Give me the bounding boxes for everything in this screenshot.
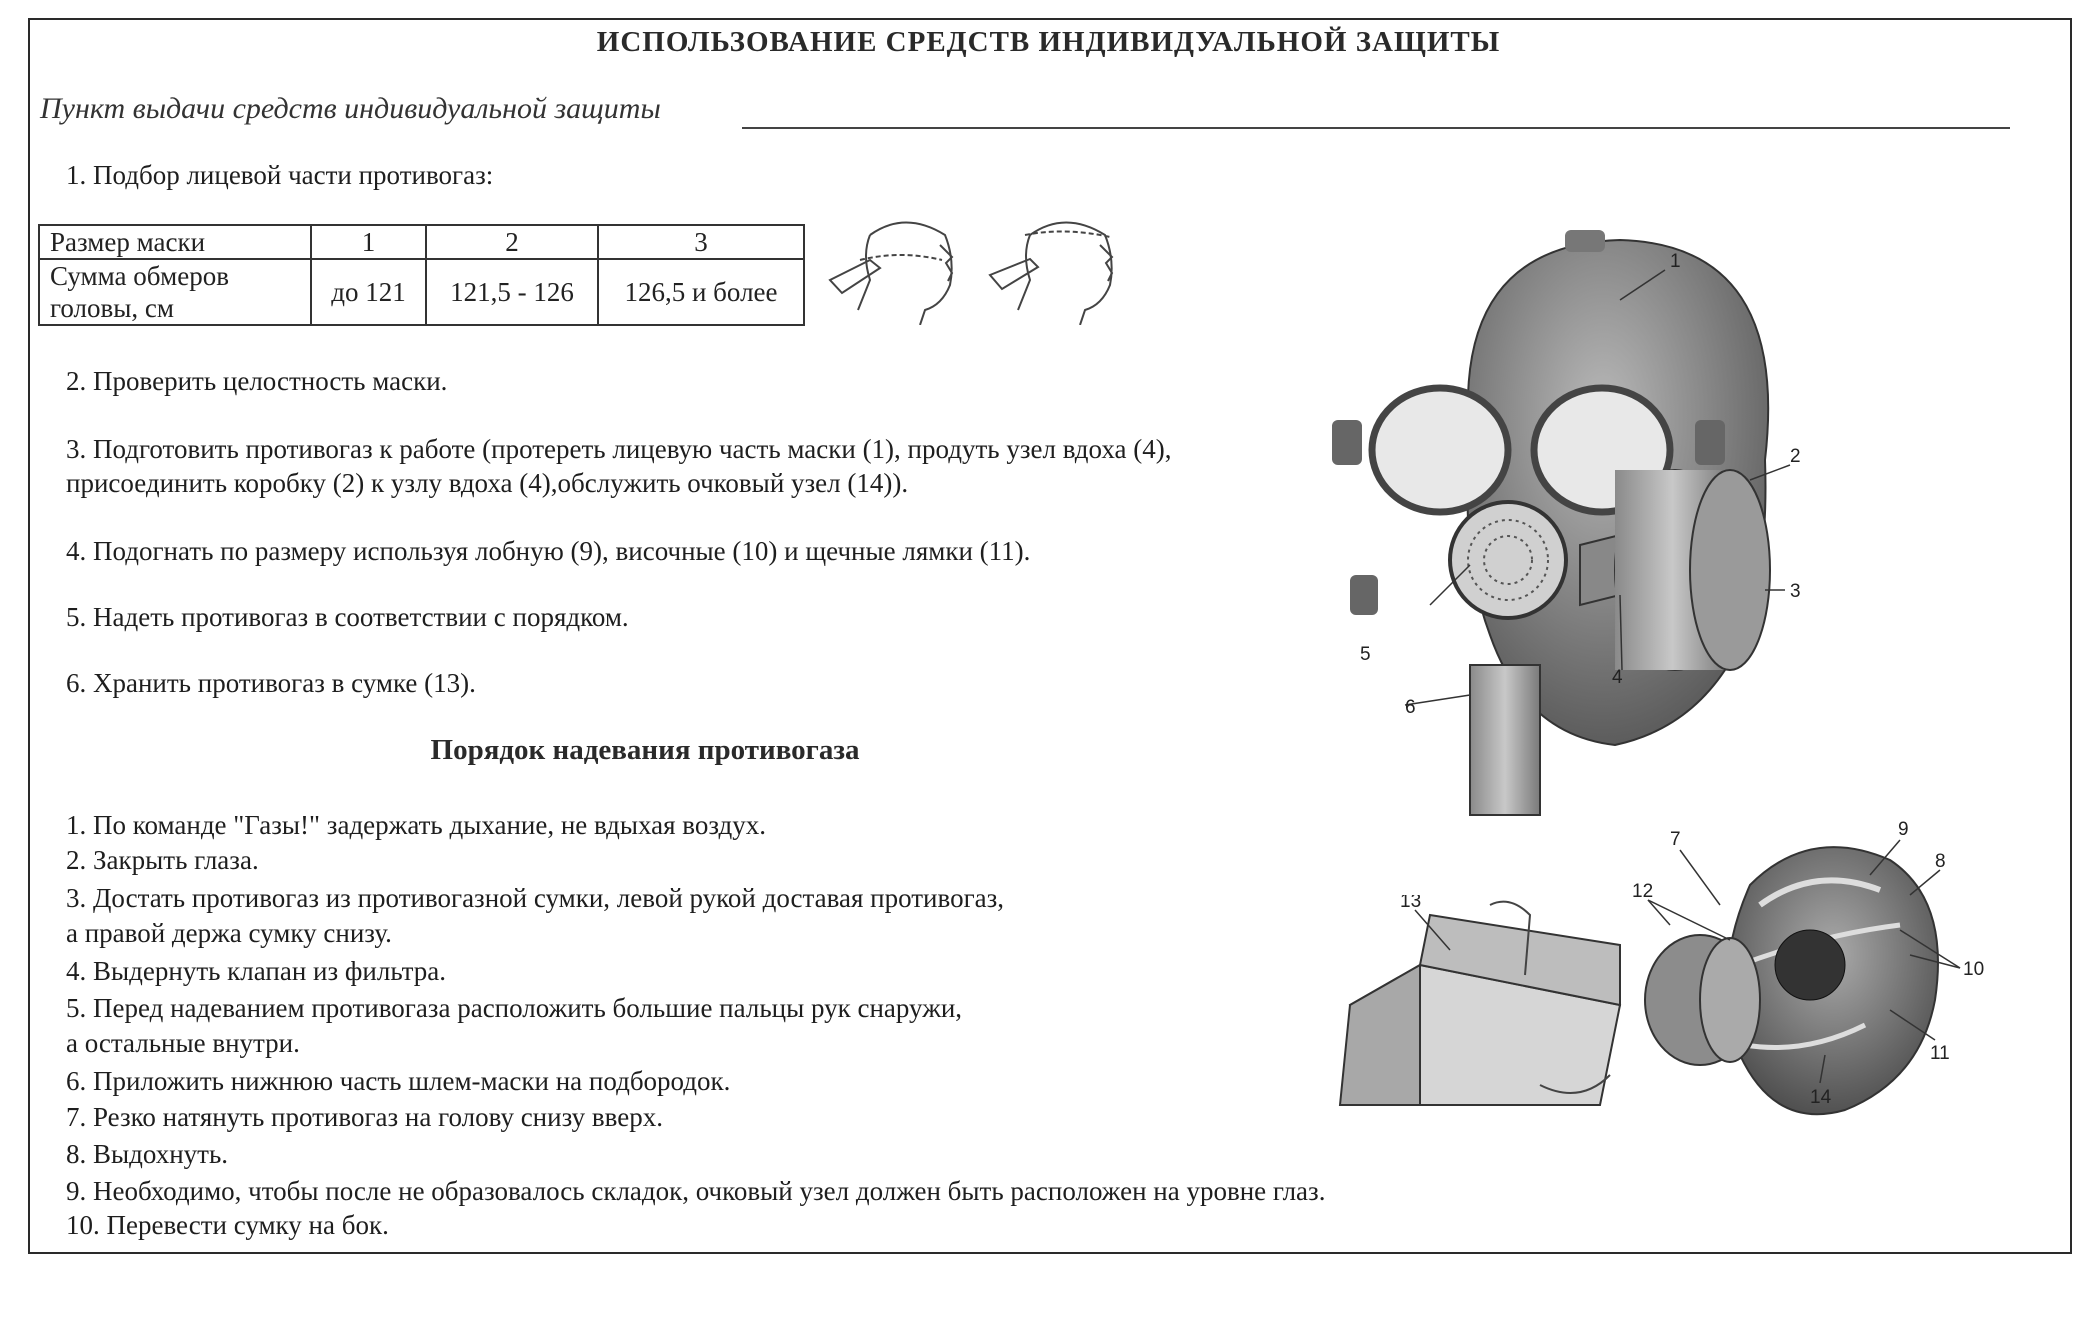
table-cell-line: головы, см	[50, 293, 174, 323]
table-cell: Размер маски	[39, 225, 311, 259]
table-cell: 2	[426, 225, 598, 259]
gas-mask-bag-illustration	[1320, 895, 1650, 1130]
gas-mask-front-illustration	[1320, 225, 1930, 825]
procedure-heading: Порядок надевания противогаза	[430, 734, 860, 766]
step-2: 2. Проверить целостность маски.	[66, 366, 448, 396]
step-3-continued: присоединить коробку (2) к узлу вдоха (4),обслужить очковый узел (14)).	[66, 468, 909, 498]
document-title: ИСПОЛЬЗОВАНИЕ СРЕДСТВ ИНДИВИДУАЛЬНОЙ ЗАЩИТЫ	[596, 26, 1501, 58]
mask-label-4: 4	[1612, 667, 1623, 688]
back-label-10: 10	[1963, 959, 1985, 980]
back-label-8: 8	[1935, 851, 1946, 872]
back-label-11: 11	[1930, 1043, 1950, 1064]
head-measurement-illustration	[820, 205, 1140, 325]
table-cell: 3	[598, 225, 804, 259]
mask-label-6: 6	[1405, 697, 1416, 718]
mask-label-1: 1	[1670, 251, 1681, 272]
step-4: 4. Подогнать по размеру используя лобную (9), височные (10) и щечные лямки (11).	[66, 536, 1031, 566]
procedure-step: 9. Необходимо, чтобы после не образовалось складок, очковый узел должен быть расположен на уровне глаз.	[66, 1176, 1326, 1206]
back-label-12: 12	[1632, 881, 1654, 902]
procedure-step: 6. Приложить нижнюю часть шлем-маски на подбородок.	[66, 1066, 731, 1096]
step-1: 1. Подбор лицевой части противогаз:	[66, 160, 494, 190]
back-label-14: 14	[1810, 1087, 1832, 1108]
mask-label-5: 5	[1360, 644, 1371, 665]
table-cell: до 121	[311, 259, 426, 325]
procedure-step: 1. По команде "Газы!" задержать дыхание, не вдыхая воздух.	[66, 810, 767, 840]
procedure-step: 5. Перед надеванием противогаза расположить большие пальцы рук снаружи,	[66, 993, 963, 1023]
mask-label-3: 3	[1790, 581, 1801, 602]
table-row	[39, 225, 804, 259]
table-cell	[39, 259, 311, 325]
procedure-step: а остальные внутри.	[66, 1028, 300, 1058]
step-3: 3. Подготовить противогаз к работе (протереть лицевую часть маски (1), продуть узел вдоха (4),	[66, 434, 1172, 464]
procedure-step: 10. Перевести сумку на бок.	[66, 1210, 389, 1240]
procedure-step: 3. Достать противогаз из противогазной сумки, левой рукой доставая противогаз,	[66, 883, 1005, 913]
mask-size-table	[38, 224, 805, 326]
procedure-step: 7. Резко натянуть противогаз на голову снизу вверх.	[66, 1102, 664, 1132]
back-label-9: 9	[1898, 819, 1909, 840]
issue-point-fill-line	[742, 127, 2010, 129]
procedure-step: а правой держа сумку снизу.	[66, 918, 392, 948]
mask-label-2: 2	[1790, 446, 1801, 467]
table-cell: 126,5 и более	[598, 259, 804, 325]
back-label-7: 7	[1670, 829, 1681, 850]
table-cell: 1	[311, 225, 426, 259]
table-cell-line: Сумма обмеров	[50, 261, 229, 291]
table-row	[39, 259, 804, 325]
step-6: 6. Хранить противогаз в сумке (13).	[66, 668, 476, 698]
procedure-step: 2. Закрыть глаза.	[66, 845, 259, 875]
procedure-step: 8. Выдохнуть.	[66, 1139, 229, 1169]
issue-point-label: Пункт выдачи средств индивидуальной защиты	[40, 92, 661, 125]
gas-mask-back-illustration	[1630, 815, 2040, 1160]
table-cell: 121,5 - 126	[426, 259, 598, 325]
step-5: 5. Надеть противогаз в соответствии с порядком.	[66, 602, 629, 632]
bag-label-13: 13	[1400, 895, 1422, 912]
procedure-step: 4. Выдернуть клапан из фильтра.	[66, 956, 446, 986]
